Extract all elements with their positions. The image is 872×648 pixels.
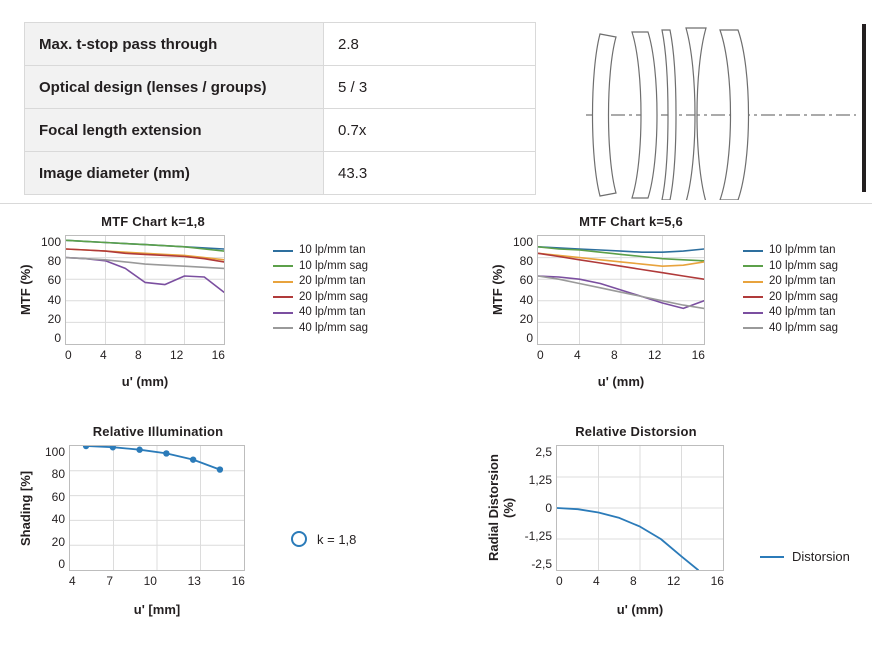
x-tick: 4 [573,348,581,362]
chart-canvas [557,446,723,570]
y-tick: 40 [519,292,533,307]
y-tick-labels [507,235,537,345]
chart-mtf-k18 [18,214,438,389]
chart-canvas [70,446,244,570]
y-tick: 20 [47,311,61,326]
lens-element-2 [632,32,657,198]
x-tick: 7 [106,574,113,588]
legend-item [273,243,368,259]
x-tick: 16 [211,348,225,362]
legend-swatch-icon [273,281,293,283]
data-point [163,450,169,456]
chart-relative-illumination [18,424,438,617]
legend-label: 10 lp/mm sag [769,259,839,272]
data-point [190,456,196,462]
chart-title: Relative Illumination [92,424,224,439]
x-tick: 4 [99,348,107,362]
series-line [86,446,220,470]
x-tick: 8 [134,348,142,362]
y-tick: 40 [47,292,61,307]
legend-item [273,290,368,306]
x-tick: 12 [666,574,681,588]
legend-swatch-icon [743,265,763,267]
legend-label: Distorsion [792,549,850,564]
legend-swatch-icon [743,327,763,329]
legend-label: 20 lp/mm sag [299,290,369,303]
legend-label: 40 lp/mm sag [769,321,839,334]
spec-value: 2.8 [324,23,536,66]
spec-label: Max. t-stop pass through [25,23,324,66]
legend-item [273,305,368,321]
legend-item [273,321,368,337]
x-tick-labels [537,348,705,362]
lens-element-4 [686,28,706,200]
lens-diagram-svg [556,10,856,200]
y-tick: 0 [545,501,552,515]
legend-item [743,290,838,306]
x-axis-label: u' (mm) [597,374,645,389]
spec-label: Image diameter (mm) [25,152,324,195]
legend-item [743,321,838,337]
legend-label: 40 lp/mm sag [299,321,369,334]
data-point [217,466,223,472]
y-tick: 60 [47,273,61,288]
y-tick: 100 [512,235,533,249]
y-tick: 80 [51,467,65,482]
legend-item [743,259,838,275]
y-tick: 60 [51,489,65,504]
table-row [25,109,536,152]
legend-label: 10 lp/mm tan [299,244,366,256]
legend-marker-icon [291,531,307,547]
chart-relative-distorsion [486,424,872,617]
x-tick: 0 [556,574,563,588]
y-axis-label: Shading [%] [18,470,33,546]
x-tick: 13 [187,574,201,588]
plot-area [65,235,225,345]
x-axis-label: u' (mm) [616,602,664,617]
y-tick-labels [35,445,69,571]
x-tick: 0 [65,348,72,362]
legend-swatch-icon [273,265,293,267]
chart-mtf-k56 [490,214,872,389]
legend-label: 20 lp/mm tan [769,275,836,287]
y-tick-labels [35,235,65,345]
y-tick-labels [518,445,556,571]
y-tick: 20 [519,311,533,326]
x-tick-labels [65,348,225,362]
y-axis-label: MTF (%) [18,264,33,316]
x-tick: 10 [143,574,157,588]
legend-label: 40 lp/mm tan [769,306,836,318]
legend-swatch-icon [743,312,763,314]
legend-swatch-icon [273,327,293,329]
x-tick: 4 [69,574,76,588]
x-tick: 16 [710,574,724,588]
legend-item [273,259,368,275]
y-tick: 80 [47,254,61,269]
legend-swatch-icon [743,296,763,298]
plot-area [537,235,705,345]
specifications-table [24,22,536,195]
x-tick: 8 [610,348,618,362]
chart-legend [743,243,838,336]
legend-item [273,274,368,290]
table-row [25,66,536,109]
x-tick: 16 [691,348,705,362]
y-tick: 2,5 [535,445,552,459]
plot-area [556,445,724,571]
y-tick: 0 [54,330,61,345]
legend-swatch-icon [273,312,293,314]
plot-area [69,445,245,571]
image-plane-bar [862,24,866,192]
x-axis-label: u' [mm] [133,602,181,617]
spec-value: 5 / 3 [324,66,536,109]
chart-canvas [538,236,704,344]
y-tick: -1,25 [524,529,552,543]
x-tick: 16 [231,574,245,588]
y-axis-label: MTF (%) [490,264,505,316]
chart-canvas [66,236,224,344]
legend-label: k = 1,8 [317,531,357,547]
y-tick: 0 [526,330,533,345]
legend-item [743,274,838,290]
chart-title: MTF Chart k=5,6 [579,214,683,229]
y-tick: 80 [519,254,533,269]
legend-label: 10 lp/mm sag [299,259,369,272]
chart-legend [273,243,368,336]
x-tick: 12 [169,348,184,362]
y-tick: 100 [40,235,61,249]
chart-title: MTF Chart k=1,8 [101,214,205,229]
legend-label: 20 lp/mm tan [299,275,366,287]
y-axis-label: Radial Distorsion (%) [486,454,516,562]
legend-label: 40 lp/mm tan [299,306,366,318]
chart-legend [760,549,850,564]
legend-swatch-icon [743,281,763,283]
lens-cross-section-diagram [556,10,856,200]
y-tick: 40 [51,512,65,527]
legend-label: 10 lp/mm tan [769,244,836,256]
data-point [110,446,116,450]
section-divider [0,203,872,204]
x-tick: 8 [629,574,637,588]
x-tick: 0 [537,348,544,362]
legend-item [743,305,838,321]
y-tick: 20 [51,534,65,549]
x-axis-label: u' (mm) [121,374,169,389]
x-tick: 4 [592,574,600,588]
y-tick: 60 [519,273,533,288]
legend-label: 20 lp/mm sag [769,290,839,303]
chart-title: Relative Distorsion [575,424,697,439]
y-tick: 1,25 [528,473,552,487]
legend-swatch-icon [273,250,293,252]
chart-legend [291,531,356,547]
spec-label: Focal length extension [25,109,324,152]
spec-label: Optical design (lenses / groups) [25,66,324,109]
table-row [25,152,536,195]
y-tick: 0 [58,556,65,571]
y-tick: -2,5 [531,557,552,571]
x-tick-labels [69,574,245,588]
data-point [136,447,142,453]
table-row [25,23,536,66]
spec-value: 43.3 [324,152,536,195]
x-tick: 12 [647,348,662,362]
spec-value: 0.7x [324,109,536,152]
x-tick-labels [556,574,724,588]
legend-item [743,243,838,259]
legend-swatch-icon [743,250,763,252]
legend-swatch-icon [760,556,784,558]
legend-swatch-icon [273,296,293,298]
y-tick: 100 [44,445,65,459]
data-point [83,446,89,449]
